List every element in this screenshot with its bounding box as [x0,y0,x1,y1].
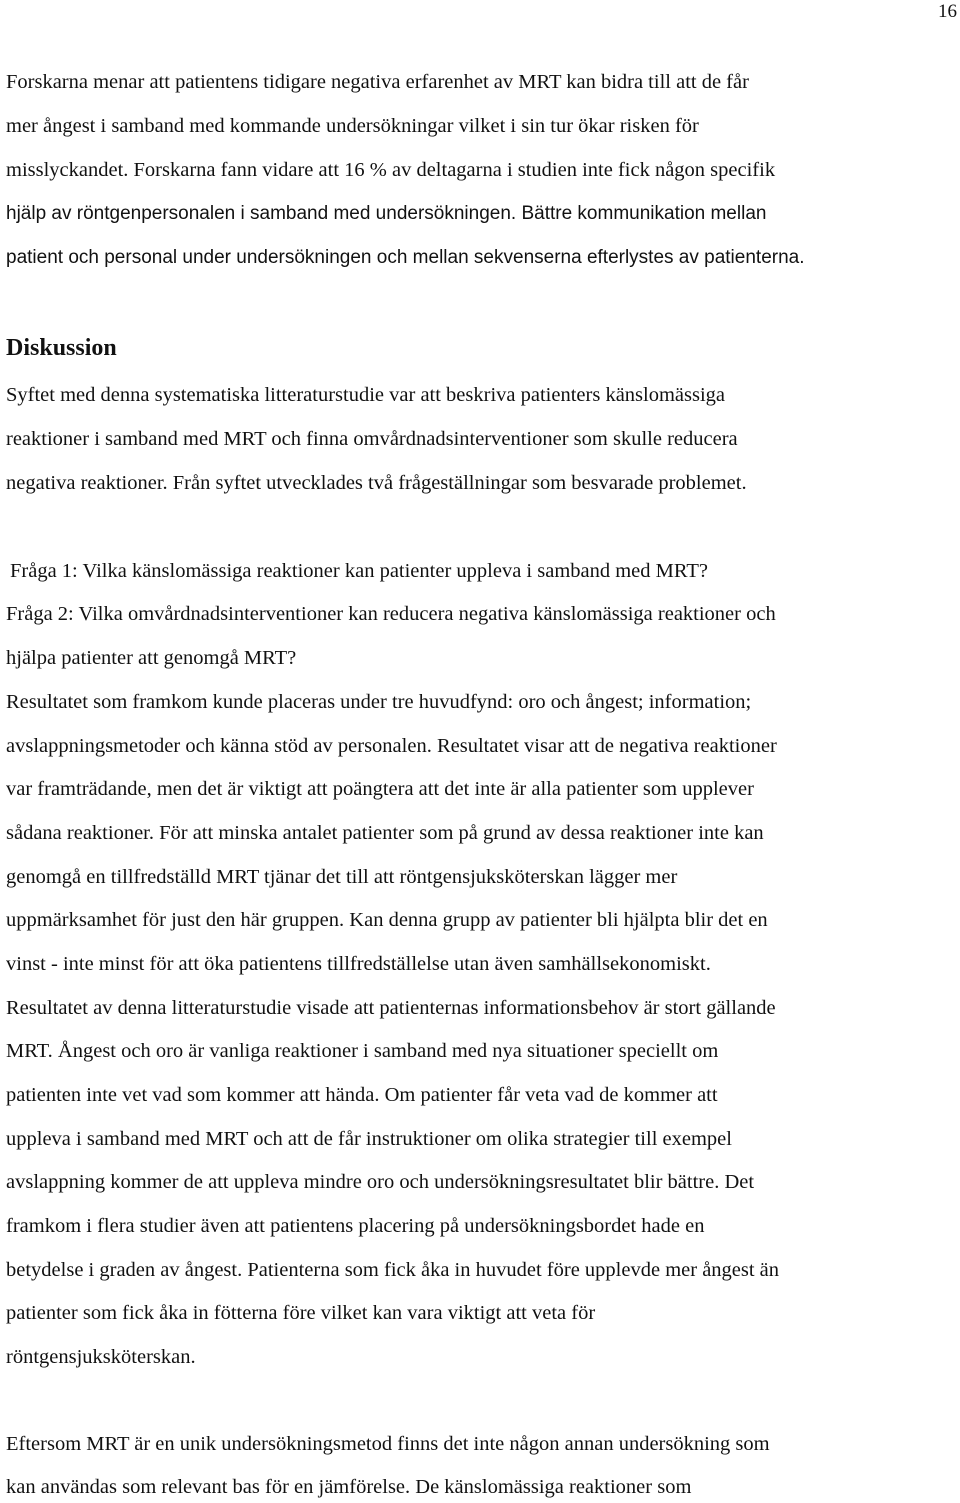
text-line: hjälp av röntgenpersonalen i samband med undersökningen. Bättre kommunikation mellan [6,203,767,224]
text-line: genomgå en tillfredställd MRT tjänar det till att röntgensjuksköterskan lägger mer [6,866,678,888]
text-line: patienter som fick åka in fötterna före vilket kan vara viktigt att veta för [6,1302,596,1324]
text-line: Eftersom MRT är en unik undersökningsmetod finns det inte någon annan undersökning som [6,1433,770,1455]
text-line: var framträdande, men det är viktigt att poängtera att det inte är alla patienter som upplever [6,778,754,800]
text-line: mer ångest i samband med kommande undersökningar vilket i sin tur ökar risken för [6,115,699,137]
text-line: kan användas som relevant bas för en jämförelse. De känslomässiga reaktioner som [6,1476,692,1498]
text-line: framkom i flera studier även att patientens placering på undersökningsbordet hade en [6,1215,705,1237]
text-line: negativa reaktioner. Från syftet utvecklades två frågeställningar som besvarade problemet. [6,472,747,494]
question-line: Fråga 1: Vilka känslomässiga reaktioner kan patienter uppleva i samband med MRT? [10,560,708,582]
text-line: Syftet med denna systematiska litteraturstudie var att beskriva patienters känslomässiga [6,384,726,406]
text-line: MRT. Ångest och oro är vanliga reaktioner i samband med nya situationer speciellt om [6,1040,719,1062]
text-line: vinst - inte minst för att öka patientens tillfredställelse utan även samhällsekonomiskt. [6,953,711,975]
text-line: röntgensjuksköterskan. [6,1346,196,1368]
text-line: sådana reaktioner. För att minska antalet patienter som på grund av dessa reaktioner inte kan [6,822,764,844]
text-line: reaktioner i samband med MRT och finna omvårdnadsinterventioner som skulle reducera [6,428,738,450]
page-number: 16 [938,1,957,22]
text-line: betydelse i graden av ångest. Patienterna som fick åka in huvudet före upplevde mer ångest än [6,1259,780,1281]
text-line: Resultatet av denna litteraturstudie visade att patienternas informationsbehov är stort gällande [6,997,776,1019]
text-line: avslappningsmetoder och känna stöd av personalen. Resultatet visar att de negativa reaktioner [6,735,777,757]
text-line: patient och personal under undersökningen och mellan sekvenserna efterlystes av patienterna. [6,247,805,268]
text-line: misslyckandet. Forskarna fann vidare att 16 % av deltagarna i studien inte fick någon specifik [6,159,776,181]
text-line: avslappning kommer de att uppleva mindre oro och undersökningsresultatet blir bättre. Det [6,1171,755,1193]
question-line: hjälpa patienter att genomgå MRT? [6,647,297,669]
text-line: uppmärksamhet för just den här gruppen. Kan denna grupp av patienter bli hjälpta blir det en [6,909,768,931]
text-line: uppleva i samband med MRT och att de får instruktioner om olika strategier till exempel [6,1128,732,1150]
text-line: patienten inte vet vad som kommer att hända. Om patienter får veta vad de kommer att [6,1084,718,1106]
text-line: Forskarna menar att patientens tidigare negativa erfarenhet av MRT kan bidra till att de får [6,71,749,93]
section-heading: Diskussion [6,335,117,361]
question-line: Fråga 2: Vilka omvårdnadsinterventioner kan reducera negativa känslomässiga reaktioner och [6,603,776,625]
text-line: Resultatet som framkom kunde placeras under tre huvudfynd: oro och ångest; information; [6,691,752,713]
